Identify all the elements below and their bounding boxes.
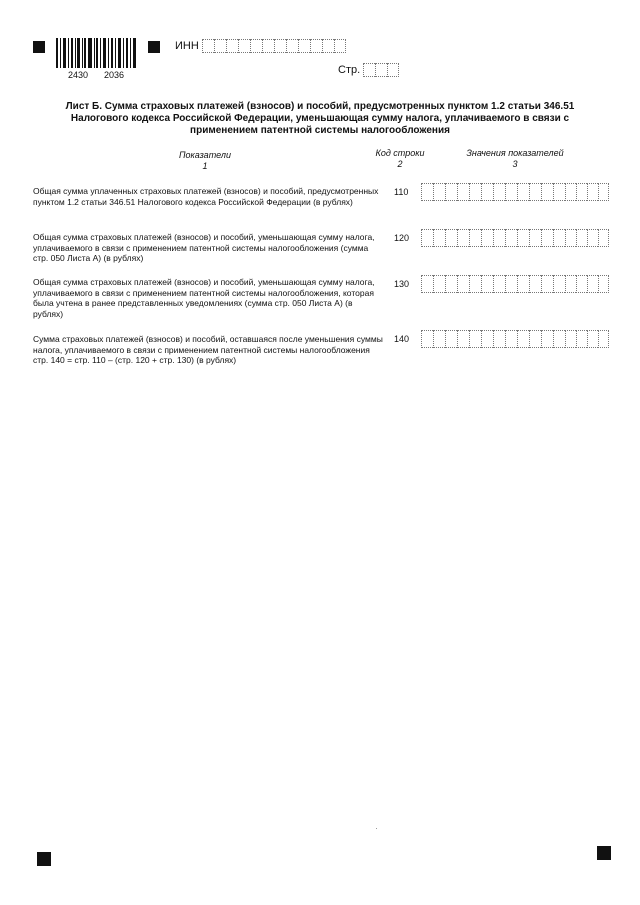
corner-marker-top-middle bbox=[148, 41, 160, 53]
row-130-value-field[interactable] bbox=[421, 275, 609, 293]
column-header-values: Значения показателей 3 bbox=[466, 148, 564, 169]
row-140-code: 140 bbox=[394, 334, 410, 344]
corner-marker-top-left bbox=[33, 41, 45, 53]
corner-marker-bottom-right bbox=[597, 846, 611, 860]
corner-marker-bottom-left bbox=[37, 852, 51, 866]
scan-speck bbox=[376, 828, 377, 829]
barcode-number-left: 2430 bbox=[68, 70, 89, 80]
row-120-value-field[interactable] bbox=[421, 229, 609, 247]
column-header-indicators: Показатели 1 bbox=[179, 150, 231, 171]
sheet-title: Лист Б. Сумма страховых платежей (взносов) и пособий, предусмотренных пунктом 1.2 статьи 346.51 Налогового кодекса Российской Федерации, уменьшающая сумму налога, уплачиваемого в связи с применением патентной системы налогообложения bbox=[65, 101, 575, 136]
barcode-number-right: 2036 bbox=[104, 70, 125, 80]
row-140-value-field[interactable] bbox=[421, 330, 609, 348]
inn-label: ИНН bbox=[175, 40, 199, 52]
page-label: Стр. bbox=[338, 64, 361, 76]
row-140-description: Сумма страховых платежей (взносов) и пособий, оставшаяся после уменьшения суммы налога, уплачиваемого в связи с применением патентной системы налогообложения стр. 140 = стр. 110 – (стр. 120 + стр. 130) (в рублях) bbox=[33, 334, 383, 365]
page-number-field[interactable] bbox=[363, 63, 399, 77]
barcode bbox=[56, 38, 136, 68]
row-120-description: Общая сумма страховых платежей (взносов) и пособий, уменьшающая сумму налога, уплачиваемого в связи с применением патентной системы налогообложения (сумма стр. 050 Листа А) (в рублях) bbox=[33, 232, 375, 263]
row-130-description: Общая сумма страховых платежей (взносов) и пособий, уменьшающая сумму налога, уплачиваемого в связи с применением патентной системы налогообложения, которая была учтена в ранее представленных уведомлениях (сумма стр. 050 Листа А) (в рублях) bbox=[33, 277, 375, 319]
row-120-code: 120 bbox=[394, 233, 410, 243]
row-110-description: Общая сумма уплаченных страховых платежей (взносов) и пособий, предусмотренных пунктом 1.2 статьи 346.51 Налогового кодекса Российской Федерации (в рублях) bbox=[33, 186, 379, 207]
row-110-value-field[interactable] bbox=[421, 183, 609, 201]
column-header-line-code: Код строки 2 bbox=[375, 148, 425, 169]
inn-field[interactable] bbox=[202, 39, 346, 53]
row-130-code: 130 bbox=[394, 279, 410, 289]
row-110-code: 110 bbox=[394, 187, 409, 197]
